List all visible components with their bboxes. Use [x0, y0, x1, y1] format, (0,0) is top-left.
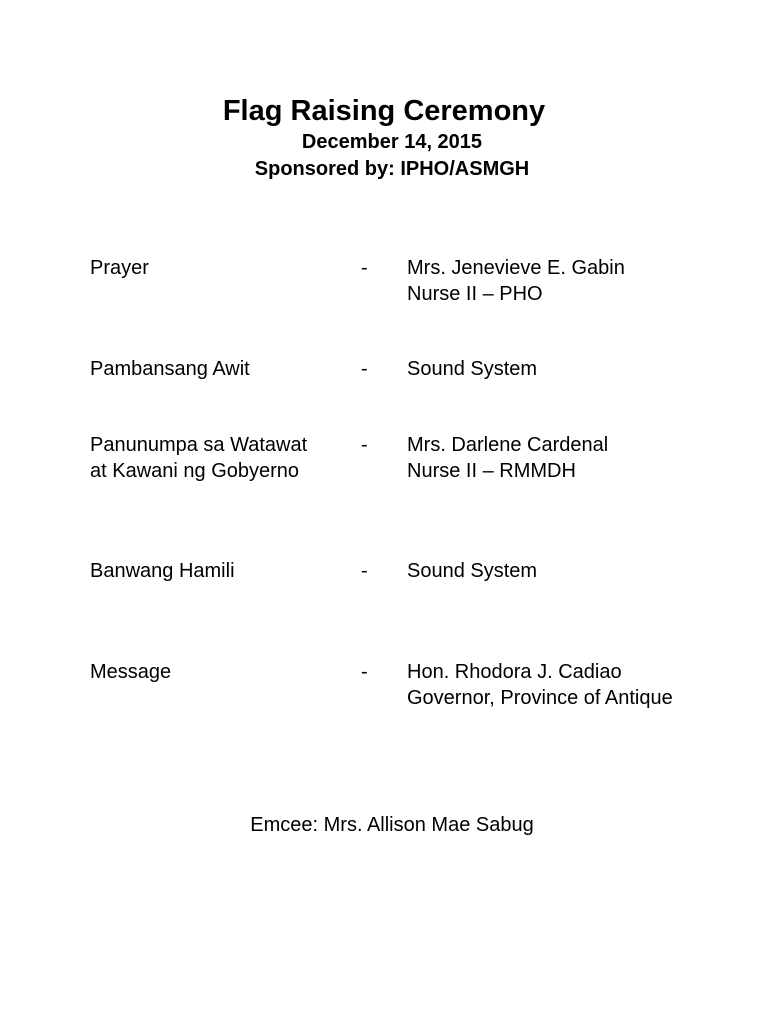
program-separator: - [361, 434, 368, 456]
assignee-name: Mrs. Jenevieve E. Gabin [407, 257, 625, 279]
program-assignee [407, 432, 747, 484]
program-part-line: Banwang Hamili [90, 560, 235, 582]
document-title: Flag Raising Ceremony [222, 95, 546, 127]
program-part [90, 558, 350, 584]
assignee-name: Sound System [407, 358, 538, 380]
program-separator: - [361, 661, 368, 683]
emcee-line: Emcee: Mrs. Allison Mae Sabug [250, 814, 534, 836]
assignee-name: Sound System [407, 560, 538, 582]
program-part-line: at Kawani ng Gobyerno [90, 460, 300, 482]
program-part [90, 255, 350, 281]
program-assignee [407, 659, 747, 711]
program-part-line: Prayer [90, 257, 149, 279]
assignee-name: Mrs. Darlene Cardenal [407, 434, 609, 456]
program-separator: - [361, 560, 368, 582]
program-separator: - [361, 257, 368, 279]
program-separator: - [361, 358, 368, 380]
event-date: December 14, 2015 [301, 131, 483, 153]
program-assignee [407, 558, 747, 584]
program-part [90, 432, 350, 484]
assignee-name: Hon. Rhodora J. Cadiao [407, 661, 622, 683]
assignee-position: Governor, Province of Antique [407, 687, 673, 709]
program-part-line: Pambansang Awit [90, 358, 250, 380]
program-part-line: Panunumpa sa Watawat [90, 434, 308, 456]
program-part [90, 356, 350, 382]
sponsor-line: Sponsored by: IPHO/ASMGH [254, 158, 530, 180]
program-assignee [407, 356, 747, 382]
assignee-position: Nurse II – RMMDH [407, 460, 576, 482]
program-part-line: Message [90, 661, 172, 683]
program-part [90, 659, 350, 685]
assignee-position: Nurse II – PHO [407, 283, 543, 305]
program-assignee [407, 255, 747, 307]
